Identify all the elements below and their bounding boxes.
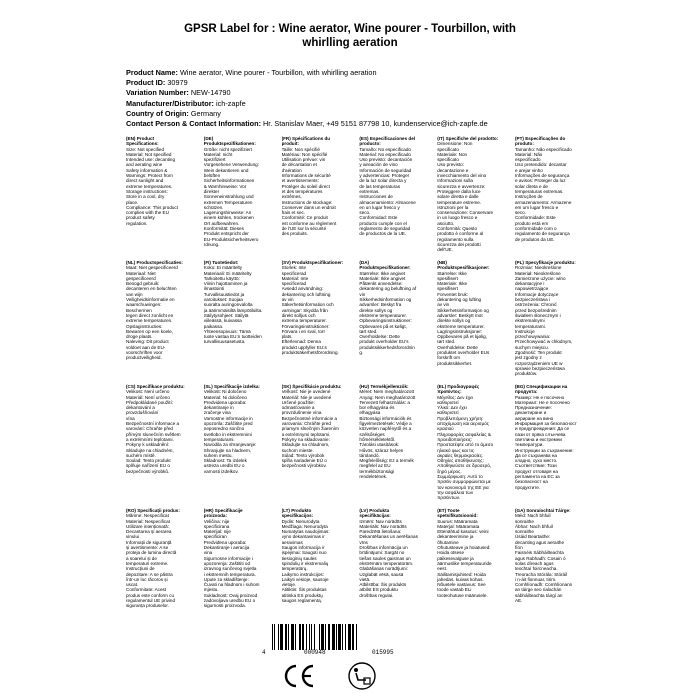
spec-body: Taille: Non spécifié Matériau: Non spécifié Utilisation prévue: vin de décantation et d'aération Informations de sécurité et avertissements: Protéger du soleil direct et des températures extrêmes. Instructions de stockage: Conserver dans un endroit frais et sec. Conformité: Ce produit est conforme au règlement de l'UE sur la sécurité des produits. bbox=[281, 146, 337, 237]
spec-block-it bbox=[437, 136, 499, 253]
spec-body: Veličina: nije specificirana Materijal: nije specificiran Predviđena uporaba: Dekantiranje i aeracija vina Sigurnosne informacije i upozorenja: Zaštititi od izravnog sunčevog svjetla i ekstremnih temperatura. Upute za skladištenje: Čuvati na hladnom i suhom mjestu. Sukladnost: Ovaj proizvod zadovoljava uredbu EU o sigurnosti proizvoda. bbox=[203, 518, 260, 609]
spec-body: Tamanho: Não especificado Material: Não especificado Uso pretendido: decantar e arejar vinho Informações de segurança e avisos: Proteger da luz solar direta e de temperaturas extremas. Instruções de armazenamento: Armazene em um lugar fresco e seco. Conformidade: Este produto está em conformidade com o regulamento de segurança de produtos da UE. bbox=[514, 146, 572, 242]
label-title-line-1: GPSR Label for : Wine aerator, Wine pourer - Tourbillon, with bbox=[184, 23, 516, 35]
spec-heading: (BG) Спецификации на продукта: bbox=[514, 384, 568, 395]
spec-body: Méid: Nach bhfuil sonraithe Ábhar: Nach bhfuil sonraithe Úsáid Beartaithe: decanting agus aeraithe fíon Faisnéis Sábháilteachta agus Rabhadh: Cosain ó solas díreach agus teochtaí foircneacha. Treoracha Stórála: Stóráil i n-áit fionnuar, tirim. Comhlíonadh: Comhlíonann an táirge seo rialachán sábháilteachta táirgí an AE. bbox=[514, 513, 573, 604]
spec-block-el bbox=[437, 384, 499, 501]
spec-heading: (FI) Tuotetiedot: bbox=[203, 260, 239, 265]
compliance-icons bbox=[282, 660, 432, 692]
spec-heading: (EN) Product Specifications: bbox=[126, 136, 159, 147]
spec-block-ro bbox=[126, 508, 188, 609]
spec-heading: (SL) Specifikacije izdelka: bbox=[203, 384, 260, 389]
spec-block-nl bbox=[126, 260, 188, 377]
spec-block-et bbox=[437, 508, 499, 609]
spec-body: Størrelse: Ikke angivet Materiale: Ikke angivet Påtænkt anvendelse: dekantering og beluftning af vin Sikkerhedsinformation og advarsler: Beskyt fra direkte sollys og ekstreme temperaturer. Opbevaringsinstruktioner: Opbevares på et køligt, tørt sted. Overholdelse: Dette produkt overholder EU's produktsikkerhedsforordnin g. bbox=[359, 270, 417, 356]
spec-body: Mărime: Nespecificat Material: Nespecificat Utilizare intenționată: Decantarea și aerarea vinului Informații de siguranță și avertismente: A se proteja de lumina directă a soarelui și de temperaturi extreme. Instrucțiuni de depozitare: A se păstra într-un loc răcoros și uscat. Conformitate: Acest produs este conform cu regulamentul UE privind siguranța produselor. bbox=[126, 513, 177, 609]
info-row-product-name bbox=[126, 68, 488, 78]
spec-body: Dydis: Nenurodyta Medžiaga: Nenurodyta Numatytas naudojimas: vyno dekantavimas ir aeravimas Saugos informacija ir įspėjimai: Saugoti nuo tiesioginių saulės spindulių ir ekstremalių temperatūrų. Laikymo instrukcijos: Laikyti vėsioje, sausoje vietoje. Atitiktis: Šis produktas atitinka ES produktų saugos reglamentą. bbox=[281, 518, 330, 604]
spec-heading: (HU) Termékjellemzők: bbox=[359, 384, 409, 389]
spec-row-4 bbox=[126, 508, 581, 609]
spec-block-sv bbox=[282, 260, 344, 377]
spec-heading: (LV) Produkta specifikācijas: bbox=[359, 508, 391, 519]
spec-heading: (GA) Sonraíochtaí Táirge: bbox=[514, 508, 571, 513]
spec-heading: (IT) Specifiche del prodotto: bbox=[437, 136, 499, 141]
spec-block-lv bbox=[359, 508, 421, 609]
spec-block-cs bbox=[126, 384, 188, 501]
spec-block-da bbox=[359, 260, 421, 377]
spec-heading: (SK) Špecifikácie produktu: bbox=[281, 384, 342, 389]
spec-heading: (FR) Spécifications du produit: bbox=[281, 136, 331, 147]
spec-heading: (ES) Especificaciones del producto: bbox=[359, 136, 416, 147]
spec-block-fr bbox=[282, 136, 344, 253]
info-label: Product Name: bbox=[126, 68, 178, 77]
spec-block-hr bbox=[204, 508, 266, 609]
spec-heading: (DE) Produktspezifikationen: bbox=[203, 136, 256, 147]
info-value: Wine aerator, Wine pourer - Tourbillon, with whirlling aeration bbox=[179, 68, 377, 77]
spec-body: Maat: Niet gespecificeerd Materiaal: Niet gespecificeerd Beoogd gebruik: decanteren en beluchten van wijn Veiligheidsinformatie en waarschuwingen: Beschermen tegen direct zonlicht en extreme temperaturen. Opslaginstructies: Bewaren op een koele, droge plaats. Naleving: Dit product voldoet aan de EU- voorschriften voor productveiligheid. bbox=[126, 265, 178, 361]
product-info bbox=[126, 68, 488, 129]
spec-heading: (LT) Produkto specifikacijos: bbox=[281, 508, 314, 519]
info-value: Hr. Stanislav Maer, +49 5151 87798 10, kundenservice@ich-zapfe.de bbox=[263, 119, 488, 129]
spec-body: Velikost: Ni določeno Material: Ni določeno Predvidena uporaba: dekantiranje in zračenje vina Varnostne informacije in opozorila: Zaščitite pred neposredno sončno svetlobo in ekstremnimi temperaturami. Navodila za shranjevanje: Shranjujte na hladnem, suhem mestu. Skladnost: Ta izdelek ustreza uredbi EU o varnosti izdelkov. bbox=[203, 389, 257, 474]
spec-heading: (CS) Specifikace produktu: bbox=[126, 384, 185, 389]
info-label: Country of Origin: bbox=[126, 108, 189, 118]
spec-heading: (EL) Προδιαγραφές προϊόντος: bbox=[437, 384, 480, 395]
spec-block-hu bbox=[359, 384, 421, 501]
barcode-digit-prefix: 4 bbox=[262, 649, 266, 656]
info-row-manufacturer bbox=[126, 99, 488, 109]
spec-block-pt bbox=[515, 136, 577, 253]
tidyman-disposal-icon bbox=[349, 663, 375, 689]
spec-heading: (PL) Specyfikacje produktu: bbox=[514, 260, 576, 265]
spec-body: Μέγεθος: Δεν έχει καθοριστεί Υλικό: Δεν έχει καθοριστεί Προβλεπόμενη χρήση: αποχύμωση και αερισμός κρασιού Πληροφορίες ασφαλείας & προειδοποιήσεις: Προστατέψτε από το άμεσο ηλιακό φως και τις ακραίες θερμοκρασίες. Οδηγίες αποθήκευσης: Αποθηκεύστε σε δροσερό, ξηρό μέρος. Συμμόρφωση: Αυτό το προϊόν συμμορφώνεται με τον κανονισμό της ΕΕ για την ασφάλεια των προϊόντων. bbox=[437, 394, 494, 501]
spec-heading: (PT) Especificações do produto: bbox=[514, 136, 566, 147]
ean-barcode bbox=[262, 624, 442, 658]
info-value: NEW-14790 bbox=[190, 88, 231, 98]
barcode-bars bbox=[272, 624, 422, 650]
spec-block-nb bbox=[437, 260, 499, 377]
spec-heading: (NL) Productspecificaties: bbox=[126, 260, 183, 265]
spec-body: Storlek: Inte specificerad Material: Inte specificerad Avsedd användning: dekantering och luftning av vin Säkerhetsinformation och varningar: Skydda från direkt solljus och extrema temperaturer. Förvaringsinstruktioner: Förvara i en sval, torr plats. Efterlevnad: Denna produkt uppfyller EU:s produktsäkerhetsförordning. bbox=[281, 265, 339, 356]
spec-heading: (RO) Specificații produs: bbox=[126, 508, 180, 513]
spec-block-sl bbox=[204, 384, 266, 501]
spec-block-es bbox=[359, 136, 421, 253]
spec-block-ga bbox=[515, 508, 577, 609]
info-value: ich-zapfe bbox=[216, 98, 246, 108]
spec-body: Suurus: Määramata Materjal: Määramata Ettenähtud kasutus: veini dekanteerimine ja õhutamine Ohutusteave ja hoiatused: Hoida otsese päikesevalguse ja äärmuslike temperatuuride eest. Säilitamisjuhised: Hoida jahedas, kuivas kohas. Nõuetele vastavus: See toode vastab ELi tooteohutuse määrusele. bbox=[437, 518, 492, 598]
info-value: 30979 bbox=[167, 78, 188, 88]
spec-body: Size: Not specified Material: Not specified Intended use: decanting and aerating wine Safety information & Warnings: Protect from direct sunlight and extreme temperatures. Storage instructions: Store in a cool, dry place. Compliance: This product complies with the EU product safety regulation. bbox=[126, 146, 179, 226]
spec-block-pl bbox=[515, 260, 577, 377]
spec-heading: (NB) Produktspesifikasjoner: bbox=[437, 260, 490, 271]
spec-body: Méret: Nem meghatározott Anyag: Nem meghatározott Tervezett felhasználás: a bor elhagyása és elhagyása Biztonsági információk és figyelmeztetések: Védje a közvetlen napfénytől és a szélsőséges hőmérsékletektől. Tárolási utasítások: Hűvös, száraz helyen tárolandó. Megfelelőség: Ez a termék megfelel az EU termékbiztonsági rendeletének. bbox=[359, 389, 416, 480]
info-row-contact bbox=[126, 119, 488, 129]
spec-heading: (ET) Toote spetsifikatsioonid: bbox=[437, 508, 478, 519]
spec-heading: (DA) Produktspecifikationer: bbox=[359, 260, 411, 271]
spec-body: Размер: Не е посочено Материал: Не е посочено Предназначение: декантиране и аериране на вино Информация за безопасност и предупреждения: Да се пази от пряка слънчева светлина и екстремни температури. Инструкции за съхранение: Да се съхранява на хладно, сухо място. Съответствие: Този продукт отговаря на регламента на ЕС за безопасност на продуктите. bbox=[514, 394, 577, 490]
info-value: Germany bbox=[190, 108, 221, 118]
spec-body: Größe: nicht spezifiziert Material: nicht spezifiziert Vorgesehene Verwendung: Wein dekantieren und belüften Sicherheitsinformationen & Warnhinweise: Vor direkter Sonneneinstrahlung und extremen Temperaturen schützen. Lagerungshinweise: An einem kühlen, trockenen Ort aufbewahren. Konformität: Dieses Produkt entspricht der EU-Produktsicherheitsvero rdnung. bbox=[203, 146, 259, 247]
spec-heading: (HR) Specifikacije proizvoda: bbox=[203, 508, 243, 519]
spec-body: Rozmiar: Nieokreślone Materiał: Nieokreślone Zamierzone użycie: wino dekantacyjne i napowietrzające Informacje dotyczące bezpieczeństwa i ostrzeżenia: Chronić przed bezpośrednim światłem słonecznym i ekstremalnymi temperaturami. Instrukcje przechowywania: Przechowywać w chłodnym, suchym miejscu. Zgodność: Ten produkt jest zgodny z rozporządzeniem UE w sprawie bezpieczeństwa produktów. bbox=[514, 265, 573, 377]
spec-body: Izmērs: Nav norādīts Materiāls: Nav norādīts Paredzētā lietošana: Dekantēšanas un aerēšanas vīns Drošības informācija un brīdinājumi: Sargāt no tiešas saules gaismas un ekstrēmām temperatūrām. Glabāšanas norādījumi: Uzglabāt vēsā, sausā vietā. Atbilstība: Šis produkts atbilst ES produktu drošības regulai. bbox=[359, 518, 418, 598]
spec-body: Veľkosť: Nie je uvedené Materiál: Nie je uvedené Určené použitie: odmasťovanie a provzdušnenie vína Bezpečnostné informácie a varovania: Chráňte pred priamym slnečným žiarením a extrémnymi teplotami. Pokyny na skladovanie: Skladujte na chladnom, suchom mieste. Súlad: Tento výrobok spĺňa nariadenie EÚ o bezpečnosti výrobkov. bbox=[281, 389, 339, 469]
label-title-line-2: whirlling aeration bbox=[302, 37, 398, 49]
spec-body: Dimensione: Non specificato Materiale: Non specificato Uso previsto: decantazione e invecchiamento del vino Informazioni sulla sicurezza e avvertenze: Proteggere dalla luce solare diretta e dalle temperature estreme. Istruzioni per la conservazione: Conservare in un luogo fresco e asciutto. Conformità: Questo prodotto è conforme al regolamento sulla sicurezza dei prodotti dell'UE. bbox=[437, 141, 494, 253]
spec-row-1 bbox=[126, 136, 581, 253]
spec-body: Koko: Ei määritelty Materiaali: Ei määritelty Tarkoitettu käyttö: Viinin hajottaminen ja ilmastointi Turvallisuustiedot ja varoitukset: Suojaa suoralta auringonvalolta ja äärimmäisiltä lämpötiloilta. Säilytysohjeet: Säilytä viileässä, kuivassa paikassa. Yhteensopivuus: Tämä tuote vastaa EU:n tuotteiden turvallisuusasetusta. bbox=[203, 265, 263, 345]
spec-body: Tamaño: No especificado Material: No especificado Uso previsto: decantación y aireación de vino Información de seguridad y advertencias: Proteger de la luz solar directa y de las temperaturas extremas. Instrucciones de almacenamiento: Almacene en un lugar fresco y seco. Conformidad: Este producto cumple con el reglamento de seguridad de productos de la UE. bbox=[359, 146, 416, 237]
info-label: Manufacturer/Distributor: bbox=[126, 98, 214, 108]
spec-body: Størrelse: Ikke spesifisert Materiale: Ikke spesifisert Forventet bruk: dekantering og lufting av vin Sikkerhetsinformasjon og advarsler: Beskytt mot direkte sollys og ekstreme temperaturer. Lagringsinstruksjoner: Oppbevares på et kjølig, tørt sted. Overholdelse: Dette produktet overholder EUs forskrift om produktsikkerhet. bbox=[437, 270, 490, 366]
info-label: Variation Number: bbox=[126, 88, 189, 98]
label-title bbox=[0, 22, 700, 50]
spec-block-lt bbox=[282, 508, 344, 609]
spec-block-fi bbox=[204, 260, 266, 377]
info-label: Contact Person & Contact Information: bbox=[126, 119, 261, 129]
spec-block-bg bbox=[515, 384, 577, 501]
spec-body: Velikost: Není určeno Materiál: Není určeno Předpokládané použití: dekantování a provzdušňování vína Bezpečnostní informace a varování: Chraňte před přímým slunečním světlem a extrémními teplotami. Pokyny k uskladnění: Skladujte na chladném, suchém místě. Soulad: Tento produkt splňuje nařízení EU o bezpečnosti výrobků. bbox=[126, 389, 181, 474]
barcode-digits-right: 015995 bbox=[372, 649, 394, 656]
spec-row-3 bbox=[126, 384, 581, 501]
spec-row-2 bbox=[126, 260, 581, 377]
info-row-product-id bbox=[126, 78, 488, 88]
ce-mark-icon bbox=[286, 666, 313, 686]
info-label: Product ID: bbox=[126, 78, 166, 88]
spec-heading: (SV) Produktspecifikationer: bbox=[281, 260, 344, 265]
spec-block-de bbox=[204, 136, 266, 253]
barcode-digits-left: 000948 bbox=[304, 649, 326, 656]
info-row-country bbox=[126, 109, 488, 119]
spec-block-sk bbox=[282, 384, 344, 501]
info-row-variation-number bbox=[126, 88, 488, 98]
spec-block-en bbox=[126, 136, 188, 253]
